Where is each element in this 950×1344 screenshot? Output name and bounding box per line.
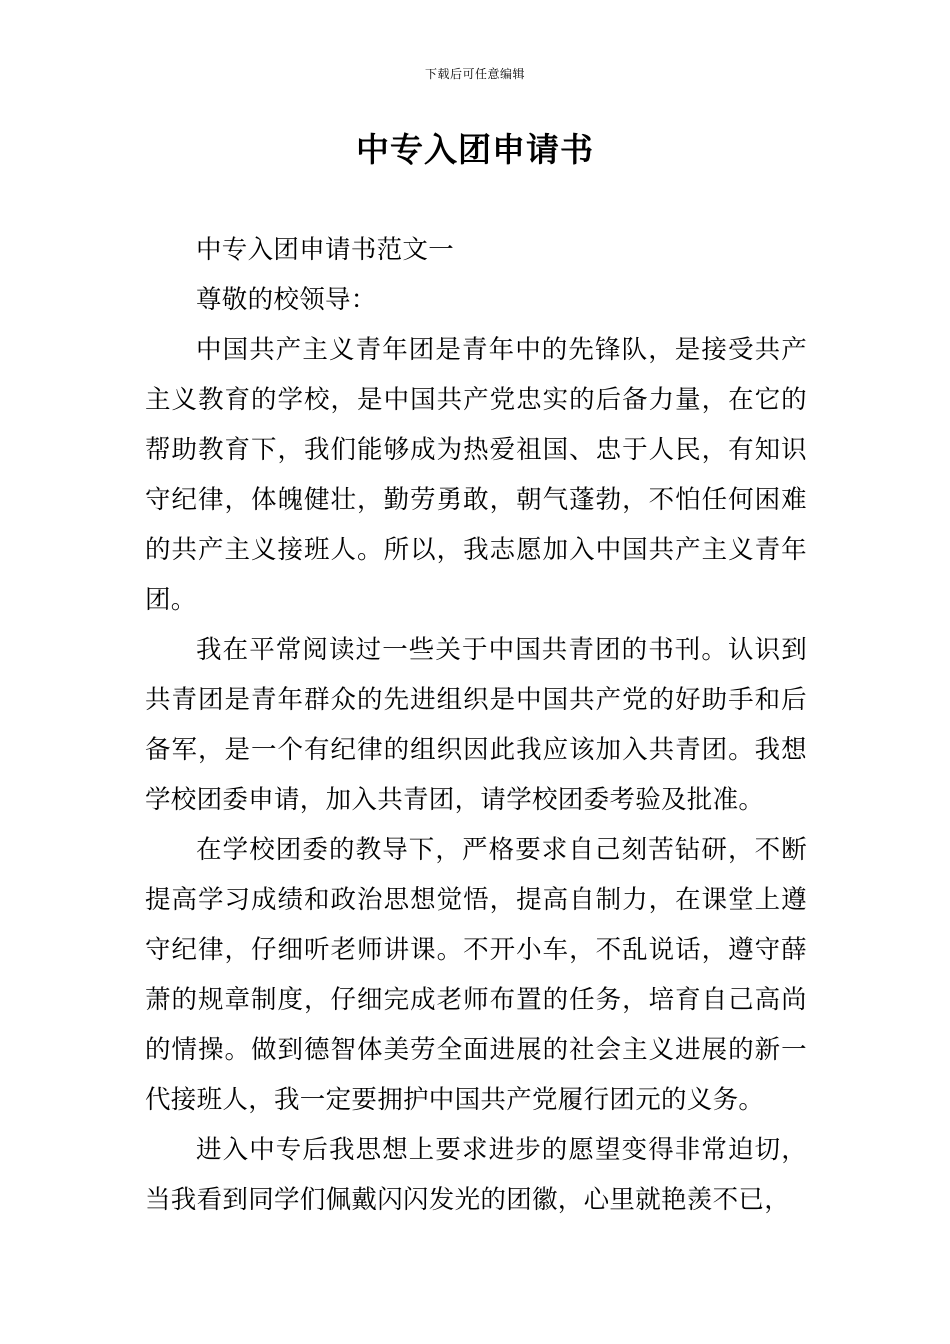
paragraph-2: 我在平常阅读过一些关于中国共青团的书刊。认识到共青团是青年群众的先进组织是中国共产党的好助手和后备军，是一个有纪律的组织因此我应该加入共青团。我想学校团委申请，加入共青团，请学校团委考验及批准。 (145, 635, 807, 815)
document-body (145, 225, 807, 1225)
paragraph-3: 在学校团委的教导下，严格要求自己刻苦钻研，不断提高学习成绩和政治思想觉悟，提高自制力，在课堂上遵守纪律，仔细听老师讲课。不开小车，不乱说话，遵守薛萧的规章制度，仔细完成老师布置的任务，培育自己高尚的情操。做到德智体美劳全面进展的社会主义进展的新一代接班人，我一定要拥护中国共产党履行团元的义务。 (145, 835, 807, 1115)
paragraph-1: 中国共产主义青年团是青年中的先锋队，是接受共产主义教育的学校，是中国共产党忠实的后备力量，在它的帮助教育下，我们能够成为热爱祖国、忠于人民，有知识守纪律，体魄健壮，勤劳勇敢，朝气蓬勃，不怕任何困难的共产主义接班人。所以，我志愿加入中国共产主义青年团。 (145, 335, 807, 615)
header-note: 下载后可任意编辑 (424, 67, 525, 81)
paragraph-salutation: 尊敬的校领导： (196, 285, 377, 315)
paragraph-4: 进入中专后我思想上要求进步的愿望变得非常迫切，当我看到同学们佩戴闪闪发光的团徽，心里就艳羡不已， (145, 1135, 807, 1215)
document-title: 中专入团申请书 (356, 130, 594, 169)
paragraph-subtitle: 中专入团申请书范文一 (196, 235, 455, 265)
